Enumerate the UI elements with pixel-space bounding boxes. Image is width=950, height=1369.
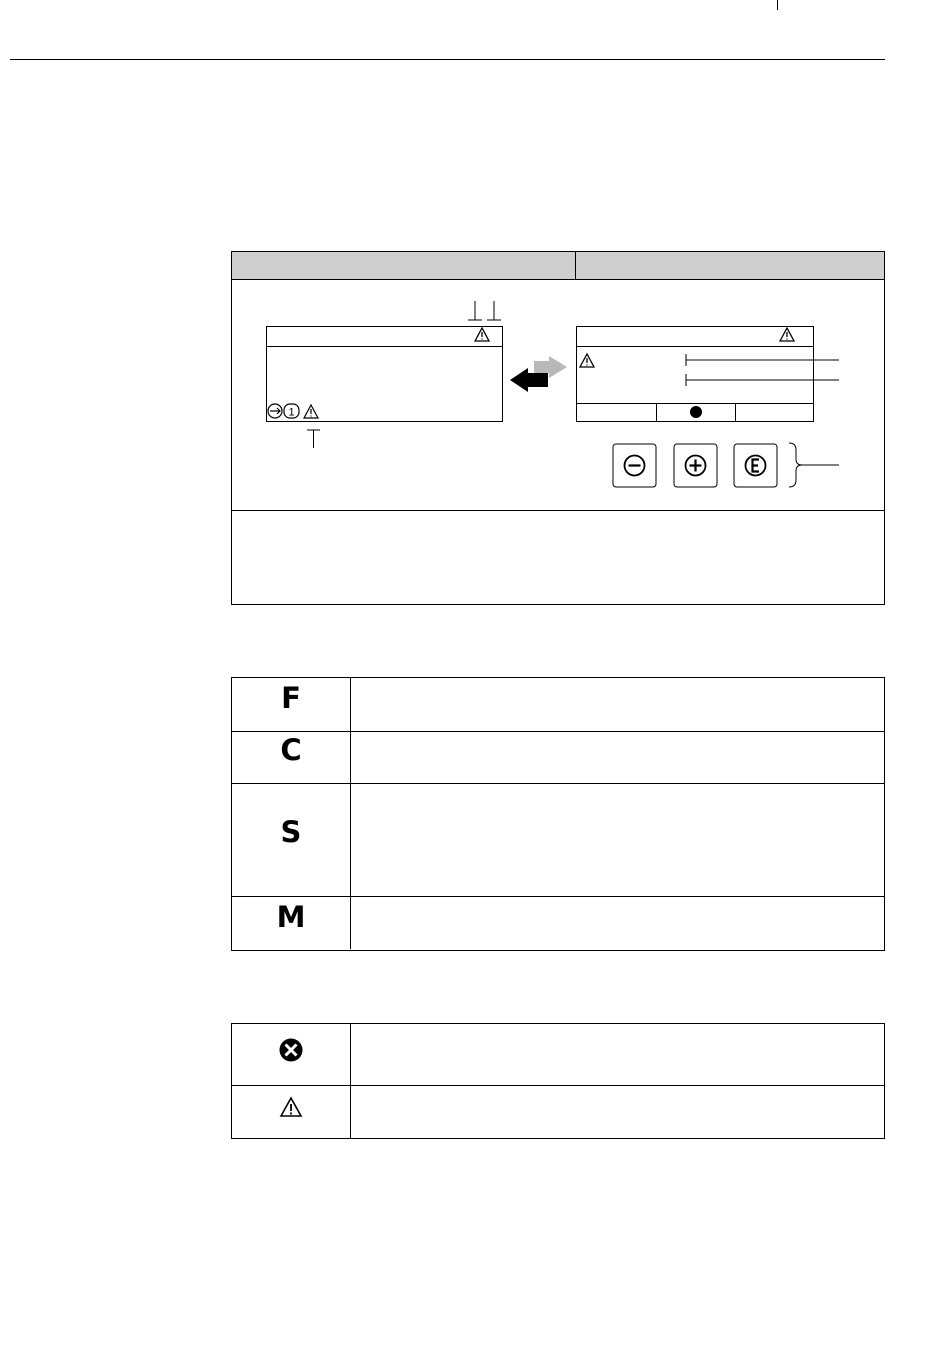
header-rule bbox=[10, 59, 885, 60]
header-warning-icon bbox=[475, 328, 489, 341]
function-check-letter-icon: C bbox=[280, 733, 302, 767]
maintenance-letter-icon: M bbox=[276, 900, 306, 934]
out-of-specification-letter-icon: S bbox=[280, 815, 302, 849]
display-diagram-table bbox=[231, 251, 885, 605]
callout-lines-right bbox=[686, 354, 839, 386]
table-row bbox=[232, 1024, 884, 1085]
diagnostic-behavior-table bbox=[231, 1023, 885, 1139]
table-row bbox=[232, 896, 884, 949]
message-warning-icon bbox=[580, 354, 594, 367]
callout-marks-top bbox=[468, 301, 501, 320]
keys-brace bbox=[789, 443, 802, 487]
failure-letter-icon: F bbox=[281, 681, 301, 715]
page-edge-tick bbox=[777, 0, 778, 10]
channel-symbols bbox=[268, 404, 318, 419]
operating-keys bbox=[613, 443, 839, 487]
diagram-table-header bbox=[232, 252, 884, 280]
diagram-table-footer bbox=[232, 510, 884, 605]
warning-triangle-icon bbox=[277, 1095, 305, 1119]
header-column-divider bbox=[575, 252, 576, 279]
table-row bbox=[232, 731, 884, 783]
channel-number-icon bbox=[284, 404, 299, 419]
diagram-area bbox=[232, 280, 884, 509]
status-category-table bbox=[231, 677, 885, 951]
callout-mark-bottom bbox=[307, 430, 320, 448]
header-warning-icon-2 bbox=[780, 328, 794, 341]
alarm-circle-x-icon bbox=[277, 1037, 305, 1063]
softkey-dot-icon bbox=[690, 406, 702, 418]
table-row bbox=[232, 1085, 884, 1138]
measured-value-display bbox=[267, 301, 503, 448]
enter-key[interactable] bbox=[734, 444, 777, 487]
table-row bbox=[232, 783, 884, 896]
switch-arrows bbox=[510, 356, 567, 392]
table-row bbox=[232, 678, 884, 731]
diagnostic-message-display bbox=[577, 327, 840, 422]
channel-warning-icon bbox=[304, 405, 318, 418]
plus-key[interactable] bbox=[674, 444, 717, 487]
signal-arrow-icon bbox=[268, 404, 282, 418]
display-diagram bbox=[232, 280, 884, 509]
channel-number: 1 bbox=[288, 406, 295, 419]
minus-key[interactable] bbox=[613, 444, 656, 487]
